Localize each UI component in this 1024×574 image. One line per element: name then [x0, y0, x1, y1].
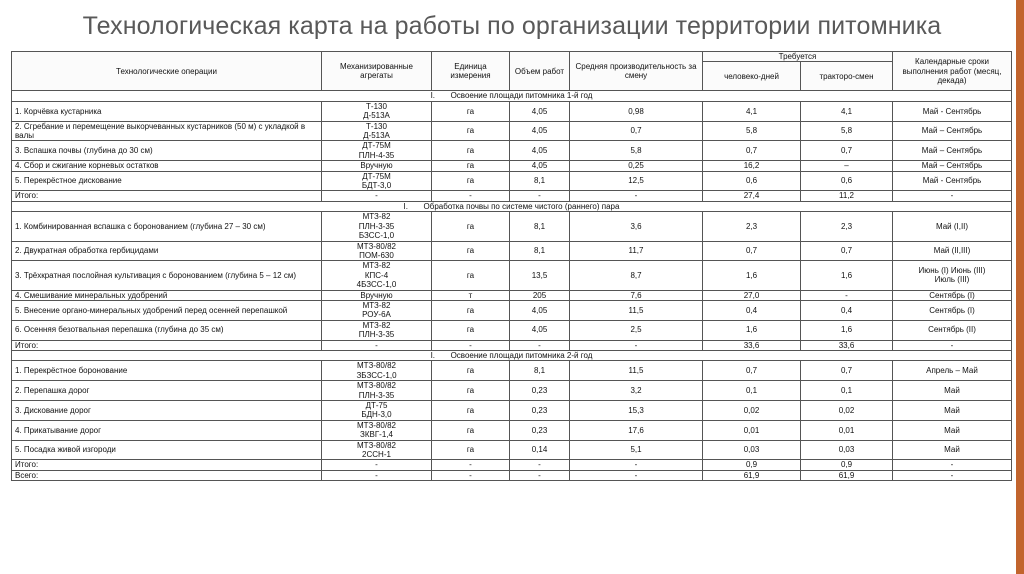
- cell-machinery-line: ЗКВГ-1,4: [360, 430, 393, 440]
- cell-unit: га: [432, 101, 510, 121]
- cell-tractor-shifts: 11,2: [801, 191, 893, 201]
- cell-unit: га: [432, 361, 510, 381]
- cell-unit: га: [432, 171, 510, 191]
- cell-machinery-line: БЗСС-1,0: [358, 231, 395, 241]
- cell-machinery: -: [322, 460, 432, 470]
- cell-person-days: 5,8: [703, 121, 801, 141]
- cell-tractor-shifts: 2,3: [801, 212, 893, 241]
- cell-person-days: 61,9: [703, 470, 801, 480]
- cell-machinery-line: ПЛН-3-35: [358, 221, 395, 231]
- cell-calendar: [893, 440, 1012, 460]
- slide-title: Технологическая карта на работы по организации территории питомника: [82, 12, 942, 40]
- cell-calendar: -: [893, 340, 1012, 350]
- cell-machinery-line: ДТ-75: [365, 401, 388, 410]
- total-label: Итого:: [12, 340, 322, 350]
- cell-tractor-shifts: 0,7: [801, 361, 893, 381]
- cell-tractor-shifts: 0,7: [801, 241, 893, 261]
- cell-machinery-line: МТЗ-80/82: [357, 241, 396, 251]
- cell-calendar: [893, 171, 1012, 191]
- cell-machinery-line: МТЗ-82: [362, 300, 391, 310]
- cell-machinery-line: МТЗ-80/82: [357, 381, 396, 391]
- cell-machinery: [322, 290, 432, 300]
- cell-volume: 4,05: [510, 320, 570, 340]
- section-row: [12, 350, 1012, 360]
- cell-unit: га: [432, 261, 510, 290]
- cell-calendar-line: Июль (III): [934, 275, 970, 285]
- cell-operation: 4. Прикатывание дорог: [12, 420, 322, 440]
- cell-machinery: [322, 121, 432, 141]
- header-volume: Объем работ: [510, 52, 570, 91]
- cell-machinery: [322, 381, 432, 401]
- table-row: [12, 290, 1012, 300]
- cell-machinery-line: Т-130: [366, 101, 387, 111]
- cell-operation: 6. Осенняя безотвальная перепашка (глубина до 35 см): [12, 320, 322, 340]
- header-operations: Технологические операции: [12, 52, 322, 91]
- table-row: [12, 420, 1012, 440]
- cell-machinery: [322, 320, 432, 340]
- section-row: [12, 201, 1012, 211]
- cell-productivity: 11,5: [570, 300, 703, 320]
- table-row: [12, 171, 1012, 191]
- cell-operation: 4. Смешивание минеральных удобрений: [12, 290, 322, 300]
- cell-machinery: [322, 401, 432, 421]
- cell-machinery-line: КПС-4: [364, 270, 389, 280]
- cell-volume: -: [510, 191, 570, 201]
- cell-calendar: -: [893, 470, 1012, 480]
- cell-volume: 0,14: [510, 440, 570, 460]
- section-title: I. Освоение площади питомника 2-й год: [12, 350, 1012, 360]
- header-machinery: Механизированные агрегаты: [322, 52, 432, 91]
- subtotal-row: [12, 340, 1012, 350]
- cell-machinery: [322, 300, 432, 320]
- cell-productivity: 0,98: [570, 101, 703, 121]
- cell-volume: 13,5: [510, 261, 570, 290]
- cell-machinery: [322, 171, 432, 191]
- cell-machinery-line: БДТ-3,0: [361, 181, 392, 191]
- cell-tractor-shifts: 0,1: [801, 381, 893, 401]
- cell-volume: 0,23: [510, 401, 570, 421]
- cell-operation: 2. Сгребание и перемещение выкорчеванных кустарников (50 м) с укладкой в валы: [12, 121, 322, 141]
- table-row: [12, 141, 1012, 161]
- cell-unit: га: [432, 121, 510, 141]
- accent-bar: [1016, 0, 1024, 574]
- cell-volume: -: [510, 460, 570, 470]
- cell-calendar: [893, 420, 1012, 440]
- cell-tractor-shifts: 0,03: [801, 440, 893, 460]
- cell-tractor-shifts: 0,7: [801, 141, 893, 161]
- header-tractor-shifts: тракторо-смен: [801, 62, 893, 91]
- cell-productivity: 17,6: [570, 420, 703, 440]
- cell-unit: га: [432, 161, 510, 171]
- cell-machinery: [322, 161, 432, 171]
- cell-calendar-line: Май: [944, 445, 960, 455]
- cell-machinery-line: Д-513А: [363, 131, 390, 141]
- cell-machinery: [322, 420, 432, 440]
- cell-calendar-line: Июнь (I) Июнь (III): [918, 266, 986, 276]
- cell-calendar: -: [893, 460, 1012, 470]
- cell-calendar-line: Май – Сентябрь: [921, 161, 983, 171]
- cell-unit: га: [432, 300, 510, 320]
- table-row: [12, 121, 1012, 141]
- cell-machinery-line: ПЛН-3-35: [358, 330, 395, 340]
- cell-unit: га: [432, 241, 510, 261]
- cell-operation: 1. Комбинированная вспашка с боронованием (глубина 27 – 30 см): [12, 212, 322, 241]
- tech-map-table: [11, 51, 1012, 481]
- cell-calendar: [893, 401, 1012, 421]
- cell-volume: 4,05: [510, 121, 570, 141]
- cell-machinery-line: МТЗ-82: [362, 261, 391, 271]
- cell-machinery: -: [322, 470, 432, 480]
- cell-productivity: 5,8: [570, 141, 703, 161]
- cell-machinery-line: 2ССН-1: [362, 450, 391, 460]
- cell-productivity: 15,3: [570, 401, 703, 421]
- cell-unit: га: [432, 381, 510, 401]
- table-row: [12, 241, 1012, 261]
- cell-calendar-line: Май – Сентябрь: [921, 146, 983, 156]
- cell-calendar-line: Апрель – Май: [926, 366, 978, 376]
- table-row: [12, 212, 1012, 241]
- cell-machinery-line: Вручную: [360, 290, 393, 300]
- cell-person-days: 27,4: [703, 191, 801, 201]
- table-row: [12, 381, 1012, 401]
- cell-productivity: 12,5: [570, 171, 703, 191]
- cell-tractor-shifts: 0,02: [801, 401, 893, 421]
- cell-person-days: 0,01: [703, 420, 801, 440]
- header-calendar: Календарные сроки выполнения работ (месяц, декада): [893, 52, 1012, 91]
- grand-total-row: [12, 470, 1012, 480]
- cell-unit: га: [432, 212, 510, 241]
- total-label: Всего:: [12, 470, 322, 480]
- cell-volume: 0,23: [510, 420, 570, 440]
- cell-machinery-line: МТЗ-82: [362, 212, 391, 222]
- cell-unit: га: [432, 420, 510, 440]
- cell-unit: -: [432, 191, 510, 201]
- table-row: [12, 401, 1012, 421]
- cell-person-days: 0,4: [703, 300, 801, 320]
- cell-machinery: [322, 361, 432, 381]
- table-row: [12, 440, 1012, 460]
- cell-person-days: 0,1: [703, 381, 801, 401]
- cell-operation: 5. Перекрёстное дискование: [12, 171, 322, 191]
- section-row: [12, 91, 1012, 101]
- cell-volume: 8,1: [510, 212, 570, 241]
- cell-volume: 8,1: [510, 361, 570, 381]
- cell-machinery: [322, 101, 432, 121]
- table-row: [12, 320, 1012, 340]
- cell-person-days: 0,7: [703, 241, 801, 261]
- cell-productivity: 2,5: [570, 320, 703, 340]
- total-label: Итого:: [12, 191, 322, 201]
- cell-calendar-line: Сентябрь (I): [929, 290, 975, 300]
- cell-volume: 205: [510, 290, 570, 300]
- cell-calendar: [893, 121, 1012, 141]
- cell-operation: 3. Вспашка почвы (глубина до 30 см): [12, 141, 322, 161]
- cell-person-days: 0,7: [703, 361, 801, 381]
- cell-machinery: -: [322, 191, 432, 201]
- cell-person-days: 16,2: [703, 161, 801, 171]
- cell-productivity: -: [570, 191, 703, 201]
- header-unit: Единица измерения: [432, 52, 510, 91]
- cell-person-days: 0,9: [703, 460, 801, 470]
- cell-tractor-shifts: –: [801, 161, 893, 171]
- subtotal-row: [12, 191, 1012, 201]
- cell-volume: 4,05: [510, 300, 570, 320]
- cell-calendar: [893, 141, 1012, 161]
- cell-volume: 0,23: [510, 381, 570, 401]
- cell-tractor-shifts: -: [801, 290, 893, 300]
- cell-unit: га: [432, 320, 510, 340]
- cell-tractor-shifts: 1,6: [801, 261, 893, 290]
- cell-machinery-line: ПЛН-3-35: [358, 390, 395, 400]
- header-person-days: человеко-дней: [703, 62, 801, 91]
- subtotal-row: [12, 460, 1012, 470]
- cell-calendar: [893, 241, 1012, 261]
- table-row: [12, 161, 1012, 171]
- cell-calendar: [893, 161, 1012, 171]
- table-row: [12, 300, 1012, 320]
- table-row: [12, 261, 1012, 290]
- table-body: [12, 91, 1012, 481]
- cell-unit: га: [432, 141, 510, 161]
- cell-calendar: [893, 300, 1012, 320]
- cell-person-days: 4,1: [703, 101, 801, 121]
- cell-productivity: 0,25: [570, 161, 703, 171]
- cell-machinery: [322, 141, 432, 161]
- cell-person-days: 27,0: [703, 290, 801, 300]
- cell-calendar-line: Май – Сентябрь: [921, 126, 983, 136]
- cell-calendar: [893, 101, 1012, 121]
- cell-machinery-line: Вручную: [360, 161, 393, 171]
- cell-operation: 3. Трёхкратная послойная культивация с боронованием (глубина 5 – 12 см): [12, 261, 322, 290]
- cell-operation: 5. Посадка живой изгороди: [12, 440, 322, 460]
- cell-tractor-shifts: 0,4: [801, 300, 893, 320]
- cell-machinery-line: ПЛН-4-35: [358, 150, 395, 160]
- cell-unit: т: [432, 290, 510, 300]
- cell-machinery: [322, 440, 432, 460]
- cell-operation: 1. Перекрёстное боронование: [12, 361, 322, 381]
- cell-tractor-shifts: 0,01: [801, 420, 893, 440]
- cell-tractor-shifts: 33,6: [801, 340, 893, 350]
- cell-calendar: -: [893, 191, 1012, 201]
- cell-machinery-line: МТЗ-80/82: [357, 440, 396, 450]
- section-title: I. Освоение площади питомника 1-й год: [12, 91, 1012, 101]
- cell-person-days: 0,6: [703, 171, 801, 191]
- cell-productivity: 11,5: [570, 361, 703, 381]
- cell-calendar: [893, 212, 1012, 241]
- cell-tractor-shifts: 0,9: [801, 460, 893, 470]
- cell-machinery: -: [322, 340, 432, 350]
- cell-machinery-line: БДН-3,0: [361, 410, 392, 420]
- cell-tractor-shifts: 5,8: [801, 121, 893, 141]
- cell-calendar-line: Май - Сентябрь: [922, 176, 982, 186]
- cell-volume: -: [510, 470, 570, 480]
- cell-volume: 4,05: [510, 161, 570, 171]
- cell-volume: 4,05: [510, 141, 570, 161]
- cell-calendar-line: Сентябрь (I): [929, 305, 975, 315]
- cell-person-days: 0,02: [703, 401, 801, 421]
- cell-tractor-shifts: 0,6: [801, 171, 893, 191]
- cell-productivity: 7,6: [570, 290, 703, 300]
- cell-calendar-line: Май (I,II): [935, 221, 969, 231]
- cell-calendar: [893, 381, 1012, 401]
- cell-unit: -: [432, 470, 510, 480]
- header-productivity: Средняя производительность за смену: [570, 52, 703, 91]
- cell-calendar-line: Май: [944, 425, 960, 435]
- cell-machinery-line: МТЗ-80/82: [357, 361, 396, 371]
- cell-machinery: [322, 241, 432, 261]
- cell-machinery-line: 4БЗСС-1,0: [356, 280, 397, 290]
- cell-tractor-shifts: 4,1: [801, 101, 893, 121]
- cell-person-days: 0,7: [703, 141, 801, 161]
- cell-calendar-line: Сентябрь (II): [928, 325, 976, 335]
- cell-volume: 8,1: [510, 241, 570, 261]
- cell-tractor-shifts: 1,6: [801, 320, 893, 340]
- cell-productivity: 8,7: [570, 261, 703, 290]
- cell-machinery-line: МТЗ-82: [362, 320, 391, 330]
- cell-productivity: 3,2: [570, 381, 703, 401]
- cell-productivity: 0,7: [570, 121, 703, 141]
- cell-productivity: -: [570, 460, 703, 470]
- cell-volume: -: [510, 340, 570, 350]
- table-row: [12, 361, 1012, 381]
- cell-machinery: [322, 261, 432, 290]
- cell-volume: 8,1: [510, 171, 570, 191]
- total-label: Итого:: [12, 460, 322, 470]
- cell-calendar-line: Май - Сентябрь: [922, 106, 982, 116]
- section-title: I. Обработка почвы по системе чистого (раннего) пара: [12, 201, 1012, 211]
- cell-machinery-line: Д-513А: [363, 111, 390, 121]
- cell-machinery-line: ЗБЗСС-1,0: [356, 370, 397, 380]
- cell-calendar: [893, 290, 1012, 300]
- cell-machinery-line: Т-130: [366, 121, 387, 131]
- cell-unit: -: [432, 460, 510, 470]
- cell-calendar-line: Май: [944, 405, 960, 415]
- cell-productivity: 11,7: [570, 241, 703, 261]
- cell-unit: га: [432, 401, 510, 421]
- cell-operation: 4. Сбор и сжигание корневых остатков: [12, 161, 322, 171]
- cell-operation: 2. Перепашка дорог: [12, 381, 322, 401]
- cell-unit: -: [432, 340, 510, 350]
- cell-person-days: 2,3: [703, 212, 801, 241]
- cell-productivity: 5,1: [570, 440, 703, 460]
- cell-person-days: 1,6: [703, 261, 801, 290]
- cell-operation: 1. Корчёвка кустарника: [12, 101, 322, 121]
- cell-operation: 3. Дискование дорог: [12, 401, 322, 421]
- cell-calendar-line: Май: [944, 385, 960, 395]
- cell-calendar: [893, 361, 1012, 381]
- cell-machinery-line: ДТ-75М: [362, 171, 391, 181]
- cell-productivity: -: [570, 470, 703, 480]
- cell-machinery-line: МТЗ-80/82: [357, 420, 396, 430]
- cell-machinery-line: ДТ-75М: [362, 141, 391, 151]
- cell-person-days: 33,6: [703, 340, 801, 350]
- cell-machinery-line: ПОМ-630: [359, 250, 394, 260]
- cell-productivity: 3,6: [570, 212, 703, 241]
- cell-person-days: 1,6: [703, 320, 801, 340]
- cell-productivity: -: [570, 340, 703, 350]
- cell-machinery: [322, 212, 432, 241]
- table-row: [12, 101, 1012, 121]
- cell-person-days: 0,03: [703, 440, 801, 460]
- cell-volume: 4,05: [510, 101, 570, 121]
- header-required: Требуется: [703, 52, 893, 62]
- cell-operation: 2. Двукратная обработка гербицидами: [12, 241, 322, 261]
- cell-unit: га: [432, 440, 510, 460]
- cell-calendar-line: Май (II,III): [933, 246, 971, 256]
- cell-tractor-shifts: 61,9: [801, 470, 893, 480]
- cell-operation: 5. Внесение органо-минеральных удобрений перед осенней перепашкой: [12, 300, 322, 320]
- cell-machinery-line: РОУ-6А: [362, 310, 391, 320]
- cell-calendar: [893, 320, 1012, 340]
- cell-calendar: [893, 261, 1012, 290]
